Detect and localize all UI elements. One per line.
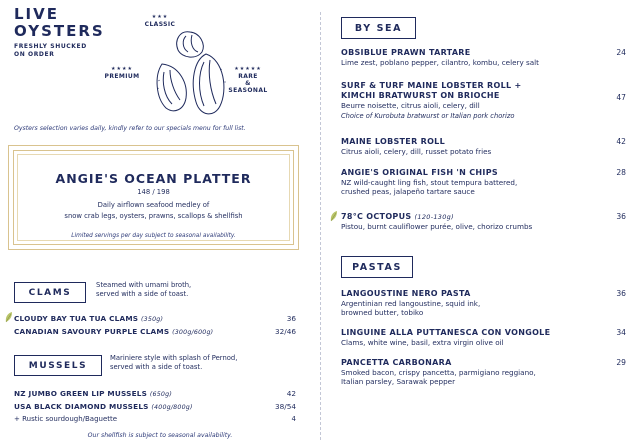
pastas-heading: PASTAS <box>341 256 413 278</box>
platter-price: 148 / 198 <box>137 188 170 196</box>
price-cloudy-bay-clams: 36 <box>286 314 296 323</box>
menu-item-maine-lobster-roll: MAINE LOBSTER ROLL Citrus aioli, celery, dill, russet potato fries <box>341 137 492 156</box>
menu-item-sourdough: + Rustic sourdough/Baguette <box>14 415 118 423</box>
oysters-title: LIVE OYSTERS <box>14 5 105 40</box>
price-surf-turf-lobster-roll: 47 <box>616 93 626 102</box>
menu-item-canadian-clams: CANADIAN SAVOURY PURPLE CLAMS (300g/600g) <box>14 327 214 336</box>
oyster-shell-icon <box>150 20 260 125</box>
menu-item-fish-n-chips: ANGIE'S ORIGINAL FISH 'N CHIPS NZ wild-caught ling fish, stout tempura battered, crushed peas, jalapeño tartare sauce <box>341 168 518 196</box>
mussels-desc: Mariniere style with splash of Pernod, served with a side of toast. <box>110 354 238 371</box>
platter-title: ANGIE'S OCEAN PLATTER <box>55 171 252 186</box>
menu-item-pancetta-carbonara: PANCETTA CARBONARA Smoked bacon, crispy pancetta, parmigiano reggiano, Italian parsley, Sarawak pepper <box>341 358 536 386</box>
price-canadian-clams: 32/46 <box>274 327 296 336</box>
platter-note: Limited servings per day subject to seasonal availability. <box>71 233 236 239</box>
by-sea-heading: BY SEA <box>341 17 416 39</box>
platter-desc-2: snow crab legs, oysters, prawns, scallops & shellfish <box>64 212 243 220</box>
oysters-subtitle: FRESHLY SHUCKED ON ORDER <box>14 43 87 58</box>
ocean-platter-box <box>8 145 299 250</box>
price-prawn-tartare: 24 <box>616 48 626 57</box>
premium-label: ★★★★ PREMIUM <box>104 66 140 80</box>
clams-desc: Steamed with umami broth, served with a side of toast. <box>96 281 192 298</box>
rare-label: ★★★★★ RARE & SEASONAL <box>228 66 268 94</box>
price-pancetta-carbonara: 29 <box>616 358 626 367</box>
menu-item-black-diamond-mussels: USA BLACK DIAMOND MUSSELS (400g/800g) <box>14 402 193 411</box>
clams-heading: CLAMS <box>14 282 86 303</box>
price-maine-lobster-roll: 42 <box>616 137 626 146</box>
menu-item-surf-turf-lobster-roll: SURF & TURF MAINE LOBSTER ROLL + KIMCHI BRATWURST ON BRIOCHE Beurre noisette, citrus aioli, celery, dill Choice of Kurobuta bratwurst or Italian pork chorizo <box>341 81 522 120</box>
menu-item-cloudy-bay-clams: CLOUDY BAY TUA TUA CLAMS (350g) <box>14 314 164 323</box>
leaf-icon <box>329 210 338 222</box>
price-octopus: 36 <box>616 212 626 221</box>
price-fish-n-chips: 28 <box>616 168 626 177</box>
shellfish-note: Our shellfish is subject to seasonal availability. <box>87 432 233 439</box>
menu-item-green-lip-mussels: NZ JUMBO GREEN LIP MUSSELS (650g) <box>14 389 172 398</box>
price-langoustine-pasta: 36 <box>616 289 626 298</box>
platter-desc-1: Daily airflown seafood medley of <box>97 201 210 209</box>
classic-label: ★★★ CLASSIC <box>144 14 176 28</box>
leaf-icon <box>4 311 13 323</box>
price-linguine-puttanesca: 34 <box>616 328 626 337</box>
oysters-note: Oysters selection varies daily, kindly refer to our specials menu for full list. <box>14 125 246 132</box>
price-green-lip-mussels: 42 <box>286 389 296 398</box>
column-divider <box>320 12 321 440</box>
menu-item-linguine-puttanesca: LINGUINE ALLA PUTTANESCA CON VONGOLE Clams, white wine, basil, extra virgin olive oil <box>341 328 551 347</box>
menu-item-octopus: 78°C OCTOPUS (120-130g) Pistou, burnt cauliflower purée, olive, chorizo crumbs <box>341 212 533 231</box>
menu-item-langoustine-pasta: LANGOUSTINE NERO PASTA Argentinian red langoustine, squid ink, browned butter, tobiko <box>341 289 481 317</box>
mussels-heading: MUSSELS <box>14 355 102 376</box>
price-sourdough: 4 <box>291 415 296 423</box>
price-black-diamond-mussels: 38/54 <box>274 402 296 411</box>
menu-item-prawn-tartare: OBSIBLUE PRAWN TARTARE Lime zest, poblano pepper, cilantro, kombu, celery salt <box>341 48 539 67</box>
